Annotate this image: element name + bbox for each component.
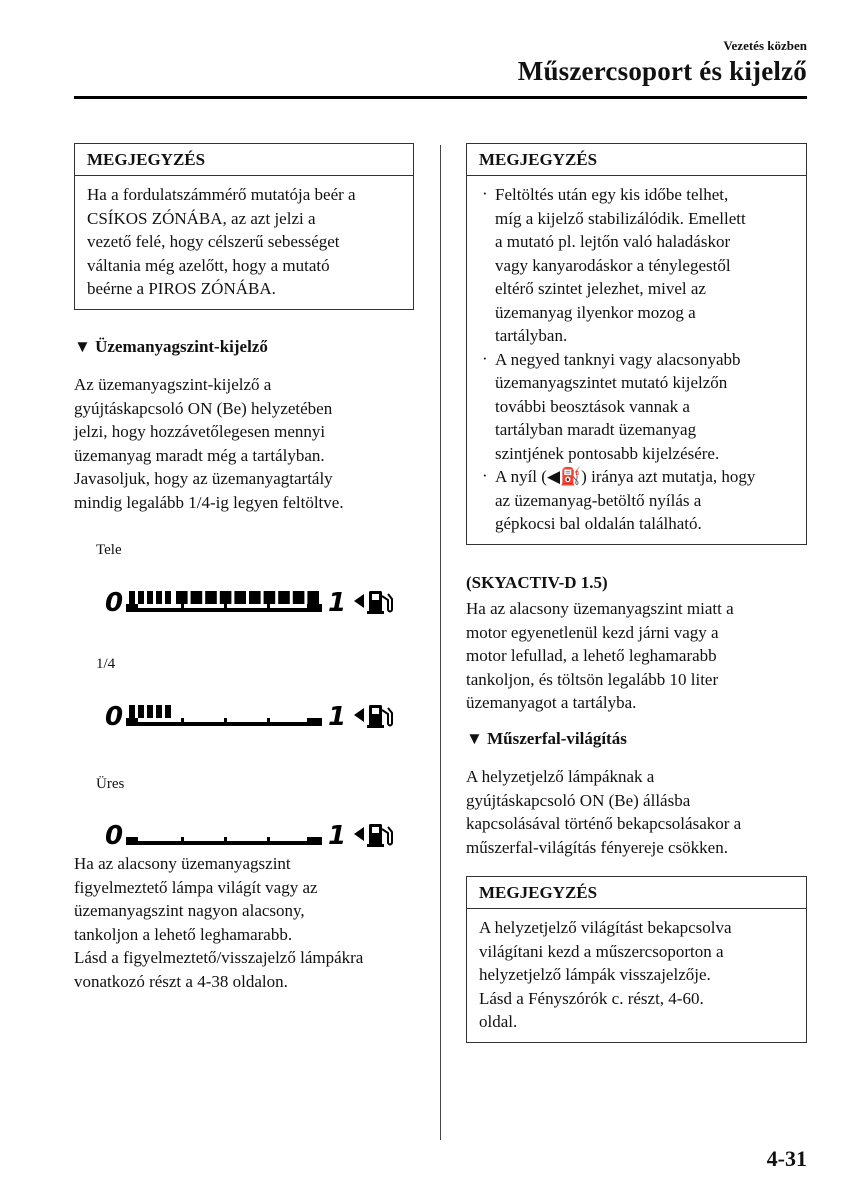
text-line: míg a kijelző stabilizálódik. Emellett: [495, 208, 746, 228]
gauge-segment: [205, 591, 217, 604]
note-line: világítani kezd a műszercsoporton a: [479, 941, 724, 961]
gauge-segment: [220, 591, 232, 604]
note-list-item: [479, 183, 794, 348]
fuel-gauge-heading: ▼ Üzemanyagszint-kijelző: [74, 337, 268, 356]
text-line: · A negyed tanknyi vagy alacsonyabb: [495, 349, 741, 369]
low-fuel-paragraph: [74, 852, 434, 993]
column-divider: [440, 145, 441, 1140]
fuel-gauge-paragraph: [74, 373, 424, 514]
gauge-segment: [129, 705, 135, 718]
text-line: figyelmeztető lámpa világít vagy az: [74, 877, 318, 897]
gauge-end-block: [307, 837, 322, 845]
gauge-tick: [181, 604, 184, 612]
gauge-segment: [165, 591, 171, 604]
gauge-tick: [267, 837, 270, 845]
text-line: motor lefullad, a lehető leghamarabb: [466, 646, 717, 665]
note-line: helyzetjelző lámpák visszajelzője.: [479, 965, 711, 984]
note-line: Ha a fordulatszámmérő mutatója beér a: [87, 185, 356, 204]
note-list-item: [479, 348, 794, 466]
gauge-segment: [249, 591, 261, 604]
text-line: gépkocsi bal oldalán található.: [495, 514, 702, 533]
note-line: Lásd a Fényszórók c. részt, 4-60.: [479, 988, 704, 1008]
gauge-end-block: [307, 718, 322, 726]
gauge-tick: [267, 604, 270, 612]
gauge-segment: [293, 591, 305, 604]
note-list: [479, 183, 794, 536]
left-arrow-icon: [354, 827, 364, 841]
text-line: Az üzemanyagszint-kijelző a: [74, 375, 272, 394]
gauge-min-label: 0: [105, 588, 124, 618]
gauge-segment: [129, 591, 135, 604]
gauge-tick: [181, 718, 184, 726]
note-line: vezető felé, hogy célszerű sebességet: [87, 232, 340, 251]
fuel-pump-icon: [367, 705, 392, 728]
text-line: a mutató pl. lejtőn való haladáskor: [495, 232, 731, 251]
gauge-end-block: [307, 604, 322, 612]
gauge-segment: [234, 591, 246, 604]
left-arrow-icon: [354, 708, 364, 722]
text-line: tartályban.: [495, 326, 568, 345]
gauge-segment: [156, 591, 162, 604]
text-line: tankoljon a lehető leghamarabb.: [74, 924, 293, 944]
text-line: jelzi, hogy hozzávetőlegesen mennyi: [74, 422, 326, 441]
text-line: vonatkozó részt a 4-38 oldalon.: [74, 971, 288, 991]
text-line: A helyzetjelző lámpáknak a: [466, 767, 655, 786]
text-line: üzemanyagot a tartályba.: [466, 693, 637, 712]
fuel-pump-icon: [367, 591, 392, 614]
note-line: CSÍKOS ZÓNÁBA, az azt jelzi a: [87, 208, 316, 228]
text-line: üzemanyagszint nagyon alacsony,: [74, 901, 305, 920]
illumination-paragraph: [466, 765, 811, 859]
gauge-caption-full: Tele: [96, 542, 122, 558]
gauge-segment: [138, 705, 144, 718]
text-line: mindig legalább 1/4-ig legyen feltöltve.: [74, 492, 344, 512]
fuel-gauge-quarter: [105, 696, 415, 736]
illumination-heading: ▼ Műszerfal-világítás: [466, 729, 627, 748]
text-line: gyújtáskapcsoló ON (Be) helyzetében: [74, 398, 333, 418]
text-line: Ha az alacsony üzemanyagszint: [74, 854, 291, 873]
section-name: Vezetés közben: [723, 38, 807, 53]
text-line: üzemanyagszintet mutató kijelzőn: [495, 373, 728, 392]
gauge-segment: [165, 705, 171, 718]
note-line: beérne a PIROS ZÓNÁBA.: [87, 279, 276, 298]
text-line: gyújtáskapcsoló ON (Be) állásba: [466, 790, 691, 810]
note-body: [467, 909, 806, 1042]
gauge-segment: [138, 591, 144, 604]
gauge-segment: [307, 591, 319, 604]
left-arrow-icon: [354, 594, 364, 608]
note-body: [467, 176, 806, 544]
gauge-tick: [224, 718, 227, 726]
fuel-gauge-empty: [105, 815, 415, 855]
gauge-segment: [147, 591, 153, 604]
gauge-caption-quarter: 1/4: [96, 656, 116, 672]
gauge-start-block: [126, 718, 138, 726]
gauge-tick: [267, 718, 270, 726]
text-line: · A nyíl (◀⛽) iránya azt mutatja, hogy: [495, 467, 756, 486]
gauge-max-label: 1: [328, 702, 347, 732]
note-line: oldal.: [479, 1012, 518, 1031]
skyactiv-paragraph: [466, 597, 811, 715]
header-rule: [74, 96, 807, 99]
text-line: vagy kanyarodáskor a ténylegestől: [495, 255, 731, 275]
page-number: 4-31: [766, 1146, 807, 1171]
text-line: eltérő szintet jelezhet, mivel az: [495, 279, 706, 298]
gauge-segment: [147, 705, 153, 718]
note-heading: MEGJEGYZÉS: [75, 144, 413, 176]
gauge-segment: [156, 705, 162, 718]
fuel-pump-icon: [367, 824, 392, 847]
gauge-segment: [278, 591, 290, 604]
gauge-max-label: 1: [328, 821, 347, 851]
text-line: tankoljon, és töltsön legalább 10 liter: [466, 669, 719, 689]
note-box-illumination: [466, 876, 807, 1043]
gauge-tick: [224, 604, 227, 612]
text-line: üzemanyag maradt még a tartályban.: [74, 445, 325, 465]
gauge-caption-empty: Üres: [96, 776, 125, 792]
note-box-fuel: [466, 143, 807, 545]
text-line: Ha az alacsony üzemanyagszint miatt a: [466, 599, 734, 618]
gauge-segment: [191, 591, 203, 604]
gauge-segment: [176, 591, 188, 604]
text-line: Lásd a figyelmeztető/visszajelző lámpákra: [74, 948, 364, 967]
skyactiv-heading: (SKYACTIV-D 1.5): [466, 573, 608, 592]
note-heading: MEGJEGYZÉS: [467, 144, 806, 176]
text-line: műszerfal-világítás fényereje csökken.: [466, 837, 728, 857]
text-line: motor egyenetlenül kezd járni vagy a: [466, 622, 719, 642]
page-title: Műszercsoport és kijelző: [517, 56, 807, 86]
gauge-tick: [224, 837, 227, 845]
gauge-min-label: 0: [105, 702, 124, 732]
text-line: az üzemanyag-betöltő nyílás a: [495, 490, 702, 510]
text-line: Javasoljuk, hogy az üzemanyagtartály: [74, 469, 333, 488]
text-line: tartályban maradt üzemanyag: [495, 420, 697, 439]
note-line: váltania még azelőtt, hogy a mutató: [87, 255, 330, 275]
note-line: A helyzetjelző világítást bekapcsolva: [479, 918, 732, 937]
gauge-tick: [181, 837, 184, 845]
text-line: üzemanyag ilyenkor mozog a: [495, 302, 696, 322]
note-list-item: [479, 465, 794, 536]
gauge-max-label: 1: [328, 588, 347, 618]
gauge-start-block: [126, 604, 138, 612]
fuel-gauge-full: [105, 582, 415, 622]
gauge-min-label: 0: [105, 821, 124, 851]
text-line: kapcsolásával történő bekapcsolásakor a: [466, 814, 742, 833]
note-heading: MEGJEGYZÉS: [467, 877, 806, 909]
text-line: szintjének pontosabb kijelzésére.: [495, 443, 720, 463]
gauge-start-block: [126, 837, 138, 845]
text-line: · Feltöltés után egy kis időbe telhet,: [495, 185, 729, 204]
note-body: [75, 176, 413, 309]
text-line: további beosztások vannak a: [495, 396, 690, 416]
gauge-segment: [264, 591, 276, 604]
note-box-rpm: [74, 143, 414, 310]
